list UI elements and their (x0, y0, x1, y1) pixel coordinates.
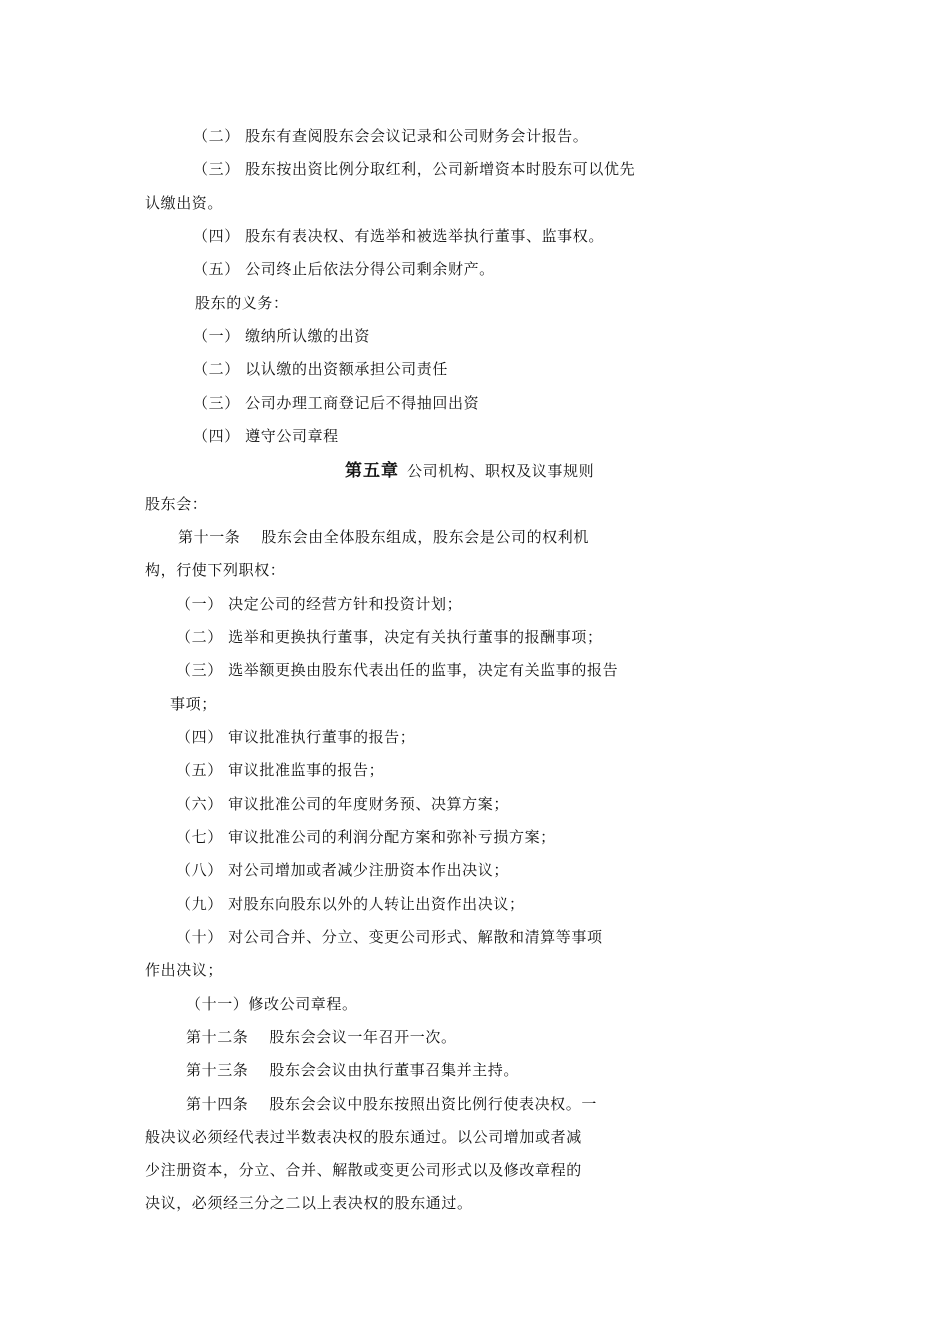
text-line: （三） 公司办理工商登记后不得抽回出资 (193, 394, 480, 412)
text-line: 构，行使下列职权： (145, 561, 286, 579)
list-item: （十一）修改公司章程。 (186, 995, 358, 1013)
list-item: （二） 选举和更换执行董事，决定有关执行董事的报酬事项； (176, 628, 603, 646)
article-line: 第十四条 股东会会议中股东按照出资比例行使表决权。一 (186, 1095, 597, 1113)
text-line: （一） 缴纳所认缴的出资 (193, 327, 370, 345)
text-line: 作出决议； (145, 961, 224, 979)
text-line: （五） 公司终止后依法分得公司剩余财产。 (193, 260, 495, 278)
text-line: 认缴出资。 (145, 194, 224, 212)
text-line: 事项； (170, 695, 217, 713)
text-line: 少注册资本，分立、合并、解散或变更公司形式以及修改章程的 (145, 1161, 582, 1179)
text-line: 决议，必须经三分之二以上表决权的股东通过。 (145, 1194, 473, 1212)
list-item: （九） 对股东向股东以外的人转让出资作出决议； (176, 895, 525, 913)
list-item: （六） 审议批准公司的年度财务预、决算方案； (176, 795, 509, 813)
text-line: （二） 以认缴的出资额承担公司责任 (193, 360, 448, 378)
chapter-title: 公司机构、职权及议事规则 (407, 462, 595, 480)
text-line: 股东的义务： (195, 294, 289, 312)
list-item: （八） 对公司增加或者减少注册资本作出决议； (176, 861, 509, 879)
list-item: （一） 决定公司的经营方针和投资计划； (176, 595, 463, 613)
article-line: 第十三条 股东会会议由执行董事召集并主持。 (186, 1061, 519, 1079)
text-line: （四） 股东有表决权、有选举和被选举执行董事、监事权。 (193, 227, 604, 245)
article-line: 第十二条 股东会会议一年召开一次。 (186, 1028, 457, 1046)
text-line: 般决议必须经代表过半数表决权的股东通过。以公司增加或者减 (145, 1128, 582, 1146)
text-line: （二） 股东有查阅股东会会议记录和公司财务会计报告。 (193, 127, 589, 145)
list-item: （七） 审议批准公司的利润分配方案和弥补亏损方案； (176, 828, 556, 846)
list-item: （五） 审议批准监事的报告； (176, 761, 385, 779)
list-item: （三） 选举额更换由股东代表出任的监事，决定有关监事的报告 (176, 661, 619, 679)
text-line: （三） 股东按出资比例分取红利，公司新增资本时股东可以优先 (193, 160, 636, 178)
list-item: （十） 对公司合并、分立、变更公司形式、解散和清算等事项 (176, 928, 603, 946)
list-item: （四） 审议批准执行董事的报告； (176, 728, 416, 746)
article-line: 第十一条 股东会由全体股东组成，股东会是公司的权利机 (178, 528, 589, 546)
section-label: 股东会： (145, 495, 208, 513)
chapter-heading (345, 460, 594, 482)
chapter-number: 第五章 (345, 461, 399, 481)
text-line: （四） 遵守公司章程 (193, 427, 339, 445)
